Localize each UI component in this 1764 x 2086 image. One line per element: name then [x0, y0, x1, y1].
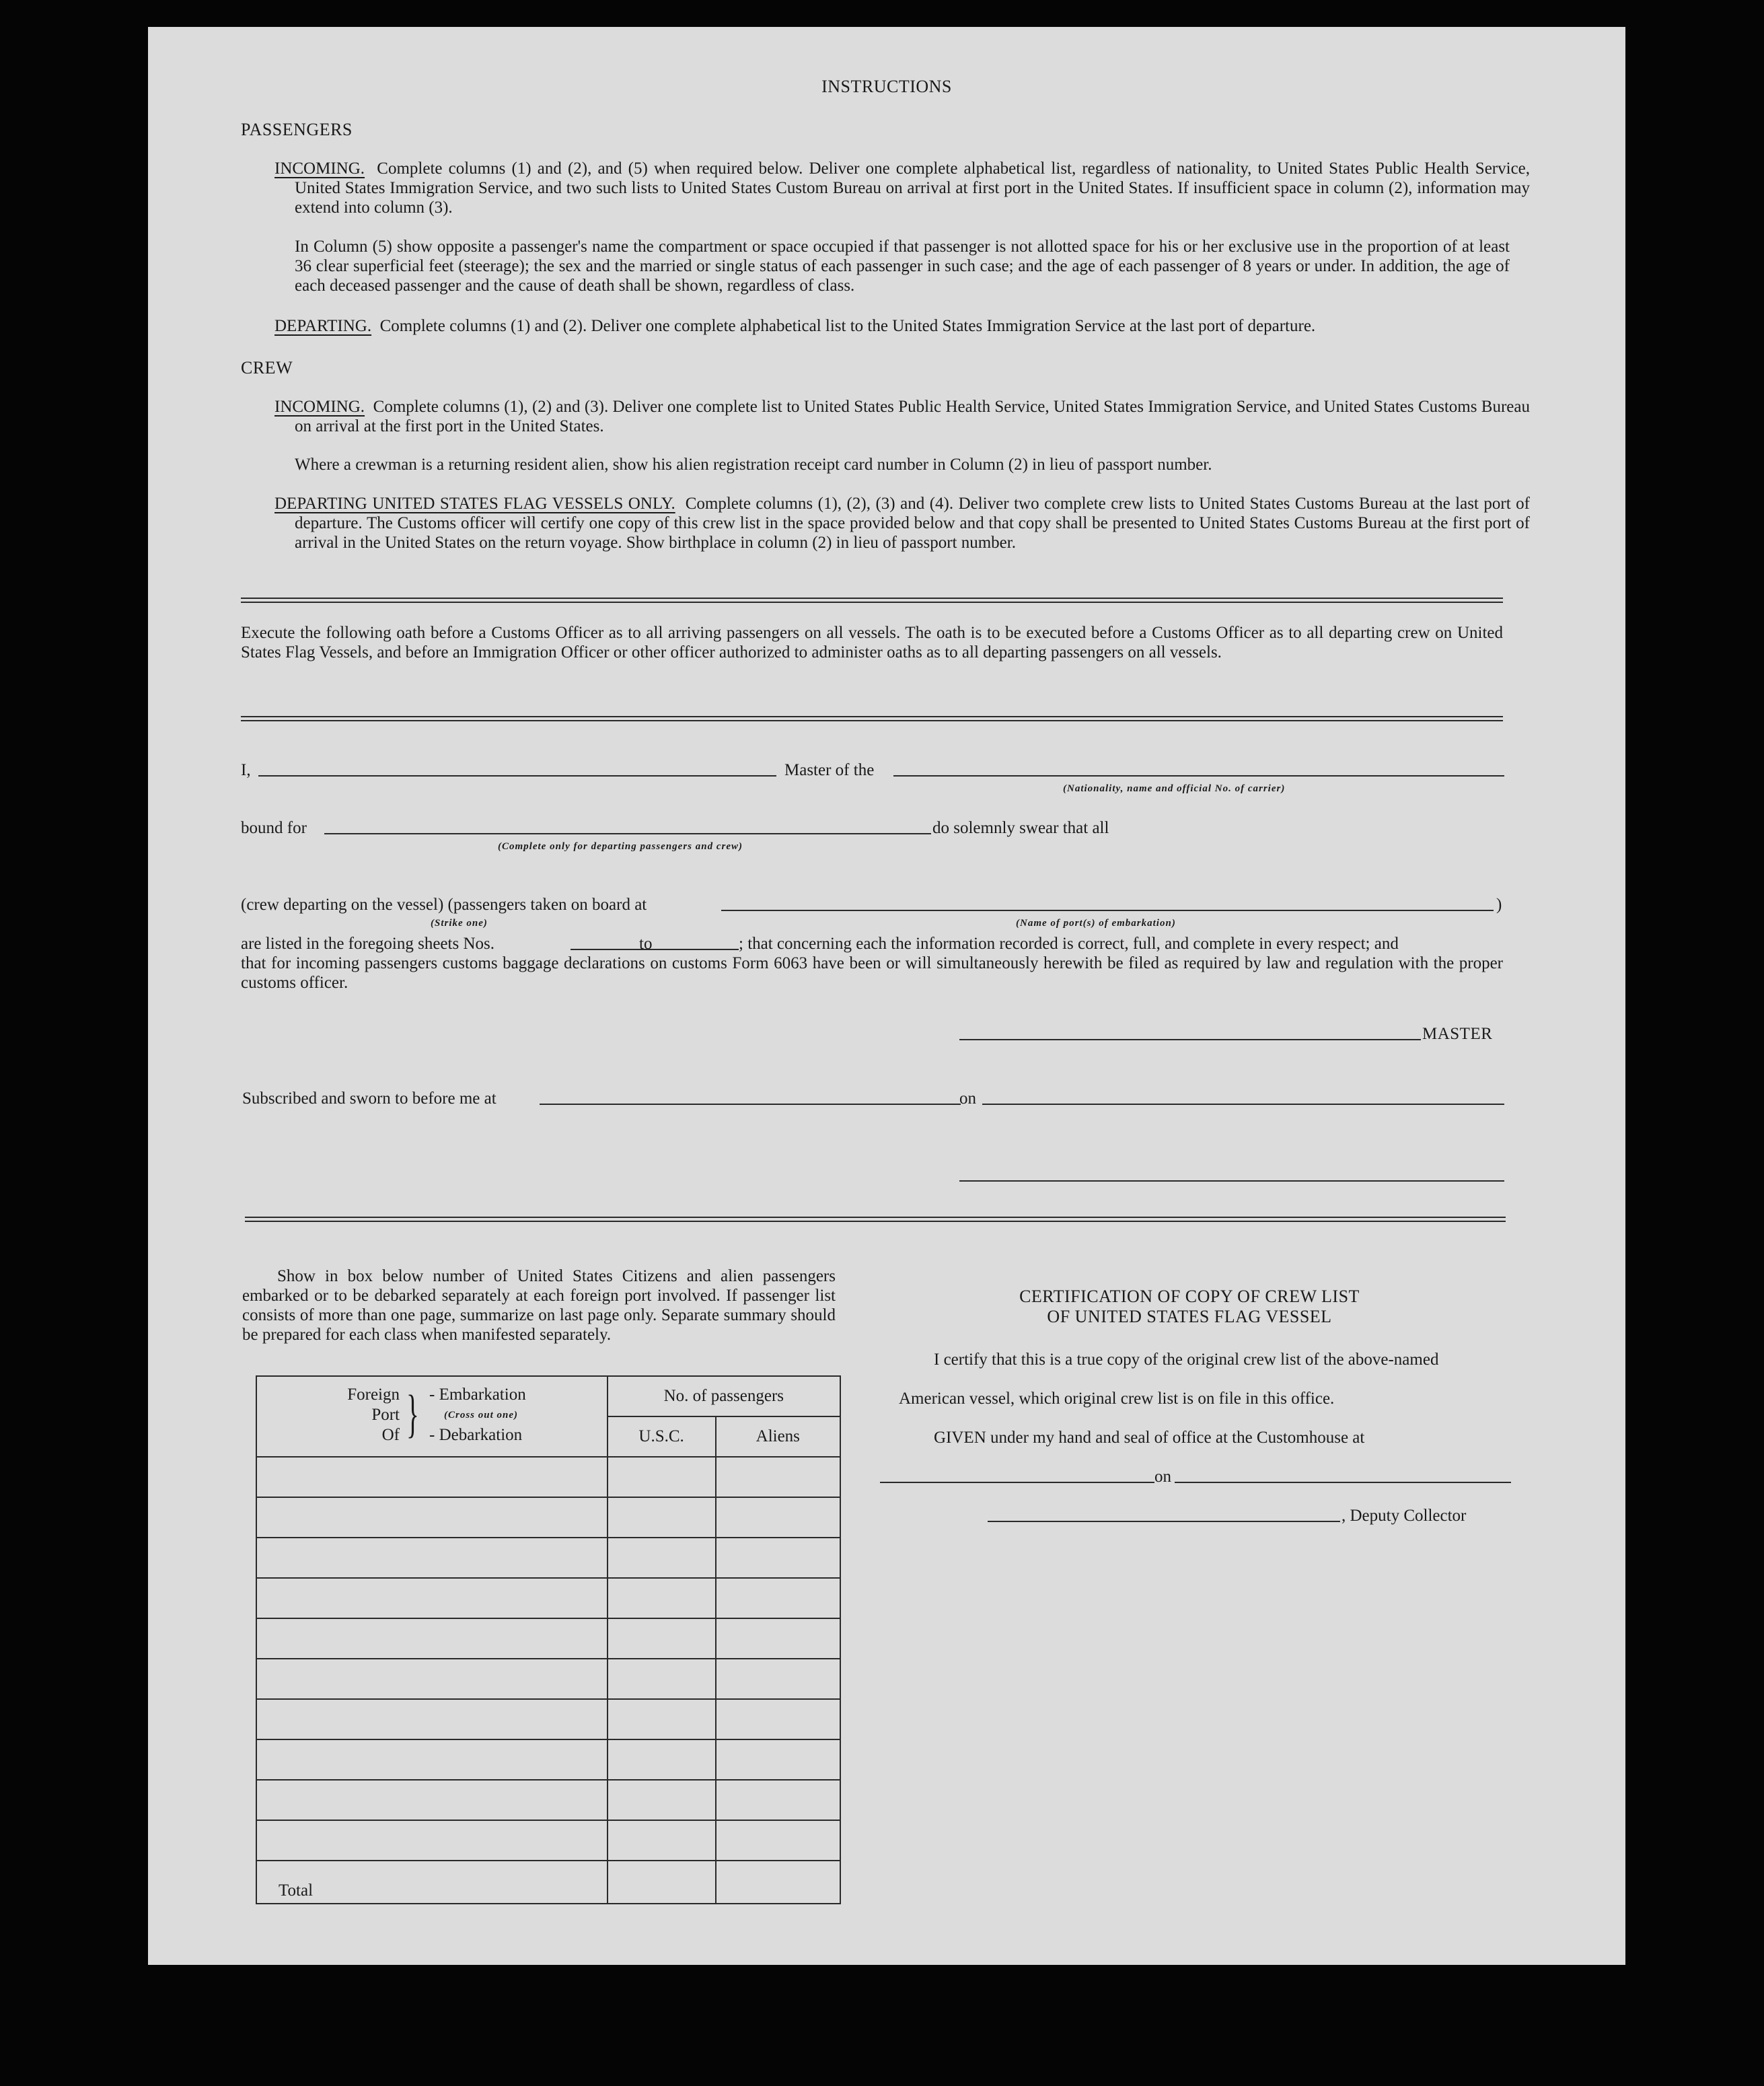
passengers-departing-label: DEPARTING.	[274, 317, 372, 335]
port-cell[interactable]	[256, 1659, 608, 1699]
listed-c-text: that for incoming passengers customs baggage declarations on customs Form 6063 have been or will simultaneously herewith be filed as required by law and regulation with the proper customs officer.	[241, 954, 1503, 992]
table-row	[256, 1538, 840, 1578]
officer-signature-field[interactable]	[959, 1180, 1504, 1182]
master-signature-field[interactable]	[959, 1039, 1421, 1040]
certification-title-line2: OF UNITED STATES FLAG VESSEL	[1047, 1307, 1332, 1326]
passengers-departing-text: Complete columns (1) and (2). Deliver one complete alphabetical list to the United States Immigration Service at the last port of departure.	[379, 317, 1316, 335]
crew-incoming-text: Complete columns (1), (2) and (3). Deliver one complete list to United States Public Health Service, United States Immigration Service, and United States Customs Bureau on arrival at the first port in the United States.	[295, 398, 1530, 435]
sworn-date-field[interactable]	[982, 1104, 1504, 1105]
subscribed-label: Subscribed and sworn to before me at	[242, 1089, 497, 1108]
crew-departing-paragraph	[274, 494, 1530, 552]
master-of-label: Master of the	[784, 761, 875, 779]
usc-cell[interactable]	[608, 1659, 716, 1699]
form-page	[148, 27, 1625, 1965]
sworn-place-field[interactable]	[540, 1104, 961, 1105]
swear-text: do solemnly swear that all	[932, 819, 1109, 837]
listed-sheets-label: are listed in the foregoing sheets Nos.	[241, 935, 494, 953]
table-row	[256, 1497, 840, 1538]
port-cell[interactable]	[256, 1457, 608, 1497]
strike-one-hint: (Strike one)	[431, 918, 488, 929]
divider-1	[241, 598, 1503, 603]
no-passengers-header: No. of passengers	[608, 1376, 840, 1416]
oath-intro-paragraph: Execute the following oath before a Customs Officer as to all arriving passengers on all vessels. The oath is to be executed before a Customs Officer as to all departing crew on United States Flag Vessels, and before an Immigration Officer or other officer authorized to administer oaths as to all departing passengers on all vessels.	[241, 624, 1503, 661]
sworn-on-label: on	[959, 1089, 976, 1108]
usc-cell[interactable]	[608, 1618, 716, 1659]
port-cell[interactable]	[256, 1780, 608, 1820]
certify-text-b: American vessel, which original crew list is on file in this office.	[899, 1390, 1335, 1408]
crew-departing-choice: (crew departing on the vessel) (passengers taken on board at	[241, 896, 647, 914]
usc-cell[interactable]	[608, 1780, 716, 1820]
passengers-incoming-text: Complete columns (1) and (2), and (5) when required below. Deliver one complete alphabetical list, regardless of nationality, to United States Public Health Service, United States Immigration Service, and two such lists to United States Custom Bureau on arrival at first port in the United States. If insufficient space in column (2), information may extend into column (3).	[295, 159, 1531, 217]
crew-incoming-label: INCOMING.	[274, 398, 365, 416]
aliens-cell[interactable]	[716, 1578, 840, 1618]
crew-resident-paragraph: Where a crewman is a returning resident alien, show his alien registration receipt card number in Column (2) in lieu of passport number.	[295, 456, 1212, 474]
certification-title-line1: CERTIFICATION OF COPY OF CREW LIST	[1019, 1287, 1360, 1306]
port-cell[interactable]	[256, 1699, 608, 1739]
bound-for-label: bound for	[241, 819, 307, 837]
passenger-summary-table	[256, 1375, 841, 1904]
passengers-heading: PASSENGERS	[241, 120, 353, 139]
table-row	[256, 1578, 840, 1618]
of-label: Of	[381, 1426, 400, 1444]
table-row	[256, 1618, 840, 1659]
ports-hint: (Name of port(s) of embarkation)	[1016, 918, 1176, 929]
page-title: INSTRUCTIONS	[821, 77, 952, 96]
bound-for-hint: (Complete only for departing passengers and crew)	[498, 841, 743, 852]
debarkation-option: - Debarkation	[429, 1426, 523, 1444]
total-label: Total	[256, 1861, 608, 1904]
master-name-field[interactable]	[258, 775, 776, 777]
table-row	[256, 1457, 840, 1497]
aliens-cell[interactable]	[716, 1497, 840, 1538]
usc-cell[interactable]	[608, 1820, 716, 1861]
table-row	[256, 1820, 840, 1861]
crew-incoming-paragraph	[274, 397, 1530, 436]
usc-total-cell[interactable]	[608, 1861, 716, 1904]
passengers-incoming-label: INCOMING.	[274, 159, 365, 178]
certify-text-a: I certify that this is a true copy of the original crew list of the above-named	[934, 1351, 1439, 1369]
summary-intro-paragraph: Show in box below number of United States Citizens and alien passengers embarked or to be debarked separately at each foreign port involved. If passenger list consists of more than one page, summarize on last page only. Separate summary should be prepared for each class when manifested separately.	[242, 1267, 836, 1344]
usc-cell[interactable]	[608, 1699, 716, 1739]
aliens-cell[interactable]	[716, 1699, 840, 1739]
divider-3	[245, 1217, 1506, 1222]
table-row	[256, 1699, 840, 1739]
aliens-cell[interactable]	[716, 1618, 840, 1659]
port-label: Port	[371, 1406, 400, 1424]
table-row	[256, 1739, 840, 1780]
crew-heading: CREW	[241, 358, 293, 377]
aliens-header: Aliens	[716, 1416, 840, 1457]
certification-on-label: on	[1154, 1468, 1171, 1486]
port-cell[interactable]	[256, 1497, 608, 1538]
usc-cell[interactable]	[608, 1497, 716, 1538]
port-header-cell	[256, 1376, 608, 1457]
oath-i-label: I,	[241, 761, 251, 779]
embarkation-ports-field[interactable]	[721, 910, 1494, 911]
aliens-cell[interactable]	[716, 1739, 840, 1780]
listed-to-label: to	[639, 935, 653, 953]
aliens-cell[interactable]	[716, 1457, 840, 1497]
usc-cell[interactable]	[608, 1538, 716, 1578]
port-cell[interactable]	[256, 1618, 608, 1659]
usc-cell[interactable]	[608, 1457, 716, 1497]
usc-header: U.S.C.	[608, 1416, 716, 1457]
carrier-field[interactable]	[893, 775, 1504, 777]
master-label: MASTER	[1422, 1025, 1493, 1043]
close-paren: )	[1496, 896, 1502, 914]
divider-2	[241, 716, 1503, 721]
certification-date-field[interactable]	[1175, 1482, 1511, 1483]
port-cell[interactable]	[256, 1578, 608, 1618]
passengers-column5-paragraph: In Column (5) show opposite a passenger's name the compartment or space occupied if that passenger is not allotted space for his or her exclusive use in the proportion of at least 36 clear superficial feet (steerage); the sex and the married or single status of each passenger in such case; and the age of each passenger of 8 years or under. In addition, the age of each deceased passenger and the cause of death shall be shown, regardless of class.	[295, 238, 1510, 295]
table-row	[256, 1780, 840, 1820]
bound-for-field[interactable]	[324, 833, 931, 834]
usc-cell[interactable]	[608, 1739, 716, 1780]
aliens-total-cell[interactable]	[716, 1861, 840, 1904]
aliens-cell[interactable]	[716, 1780, 840, 1820]
embarkation-option: - Embarkation	[429, 1386, 526, 1404]
carrier-hint: (Nationality, name and official No. of carrier)	[1063, 783, 1286, 794]
passengers-incoming-paragraph	[274, 159, 1530, 217]
port-cell[interactable]	[256, 1820, 608, 1861]
passengers-departing-paragraph	[274, 316, 1510, 336]
given-text: GIVEN under my hand and seal of office at the Customhouse at	[934, 1429, 1365, 1447]
crew-departing-label: DEPARTING UNITED STATES FLAG VESSELS ONLY.	[274, 495, 675, 513]
aliens-cell[interactable]	[716, 1538, 840, 1578]
crew-departing-text: Complete columns (1), (2), (3) and (4). Deliver two complete crew lists to United States Customs Bureau at the last port of departure. The Customs officer will certify one copy of this crew list in the space provided below and that copy shall be presented to United States Customs Bureau at the first port of arrival in the United States on the return voyage. Show birthplace in column (2) in lieu of passport number.	[295, 495, 1530, 552]
certification-title	[880, 1287, 1499, 1327]
foreign-label: Foreign	[347, 1386, 400, 1404]
brace-icon: }	[406, 1384, 419, 1443]
port-cell[interactable]	[256, 1739, 608, 1780]
port-cell[interactable]	[256, 1538, 608, 1578]
deputy-signature-field[interactable]	[988, 1521, 1340, 1522]
customhouse-field[interactable]	[880, 1482, 1154, 1483]
aliens-cell[interactable]	[716, 1659, 840, 1699]
table-header-row	[256, 1376, 840, 1416]
total-row	[256, 1861, 840, 1904]
usc-cell[interactable]	[608, 1578, 716, 1618]
sheet-to-field[interactable]	[657, 949, 739, 950]
deputy-collector-label: , Deputy Collector	[1342, 1507, 1467, 1525]
aliens-cell[interactable]	[716, 1820, 840, 1861]
table-row	[256, 1659, 840, 1699]
listed-b-text: ; that concerning each the information recorded is correct, full, and complete in every respect; and	[739, 935, 1399, 953]
cross-out-hint: (Cross out one)	[444, 1410, 519, 1420]
